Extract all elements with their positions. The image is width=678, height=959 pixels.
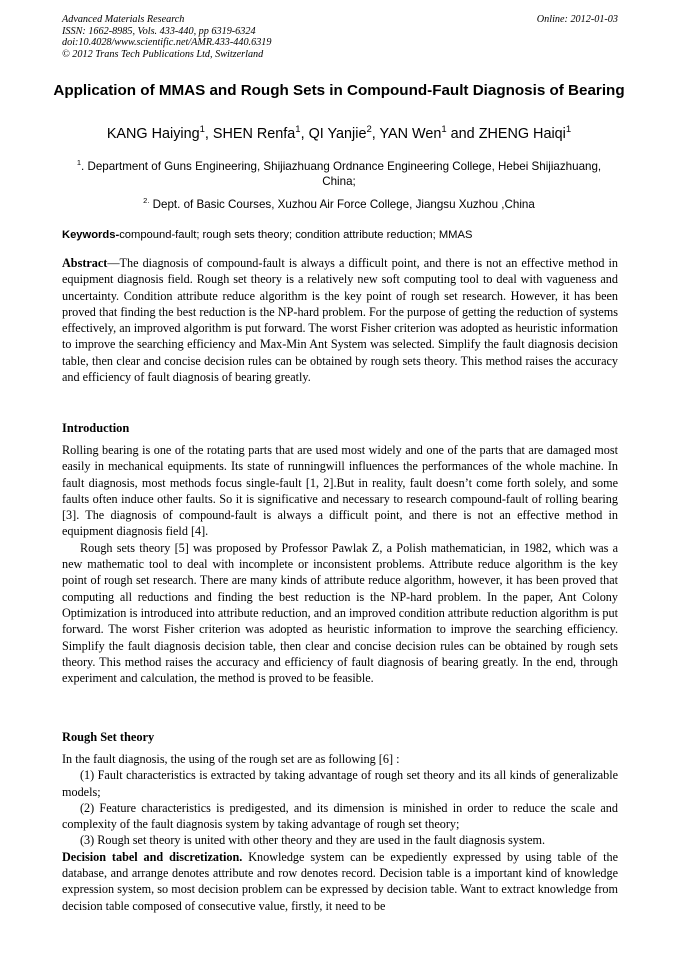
journal-name: Advanced Materials Research xyxy=(62,14,185,25)
author-list xyxy=(0,121,678,143)
list-item: (2) Feature characteristics is predigested, and its dimension is minished in order to reduce the scale and complexity of the fault diagnosis system by taking advantage of rough set theory; xyxy=(62,800,618,832)
author: QI Yanjie$^2$, xyxy=(308,124,380,142)
paragraph: In the fault diagnosis, the using of the rough set are as following [6] : xyxy=(62,752,400,766)
keywords-label: Keywords- xyxy=(62,229,120,241)
paragraph xyxy=(62,849,618,914)
issn-line: ISSN: 1662-8985, Vols. 433-440, pp 6319-6324 xyxy=(62,25,256,37)
abstract xyxy=(62,255,618,385)
rough-set-body xyxy=(62,751,618,914)
rough-set-heading: Rough Set theory xyxy=(62,730,155,744)
abstract-label: Abstract xyxy=(62,256,108,270)
copyright-line: © 2012 Trans Tech Publications Ltd, Switzerland xyxy=(62,48,264,60)
list-item: (1) Fault characteristics is extracted by taking advantage of rough set theory and its all kinds of generalizable models; xyxy=(62,768,618,799)
keywords xyxy=(62,228,618,242)
journal-header xyxy=(62,14,618,60)
doi-line: doi:10.4028/www.scientific.net/AMR.433-440.6319 xyxy=(62,37,272,49)
list-item: (3) Rough set theory is united with other theory and they are used in the fault diagnosis system. xyxy=(80,833,546,848)
paragraph: Rolling bearing is one of the rotating parts that are used most widely and one of the parts that are damaged most easily in mechanical equipments. Its state of runningwill influences the performances of the whole machine. In fault diagnosis, most methods focus single-fault [1, 2].But in reality, fault doesn’t come forth solely, and some faults often induce other faults. So it is significative and necessary to research compound-fault of rolling bearing [3]. The diagnosis of compound-fault is always a difficult point, and there is not an effective method in equipment diagnosis field [4]. xyxy=(62,443,618,539)
keywords-text: compound-fault; rough sets theory; condition attribute reduction; MMAS xyxy=(119,229,473,241)
affiliation-1: $^1$. Department of Guns Engineering, Shijiazhuang Ordnance Engineering College, Hebei Shijiazhuang, China; xyxy=(76,158,602,188)
paper-title: Application of MMAS and Rough Sets in Compound-Fault Diagnosis of Bearing xyxy=(53,82,625,99)
paragraph: Rough sets theory [5] was proposed by Professor Pawlak Z, a Polish mathematician, in 1982, which was a new mathematic tool to deal with incomplete or inconsistent problems. Attribute reduce algorithm is the key point of rough set research. There are many kinds of attribute reduce algorithm, however, it has been proved that computing all reductions and finding the best reduction is the NP-hard problem. In the paper, Ant Colony Optimization is introduced into attribute reduction, and an improved condition attribute reduction algorithm is put forward. The worst Fisher criterion was adopted as heuristic information to improve the searching efficiency. Simplify the fault diagnosis decision table, then clear and concise decision rules can be obtained by rough sets theory. This method raises the accuracy and efficiency of fault diagnosis of bearing greatly. In the end, through experiment and calculation, the method is proved to be feasible. xyxy=(62,540,618,686)
introduction-heading: Introduction xyxy=(62,421,130,435)
author: ZHENG Haiqi$^1$ xyxy=(478,124,572,142)
affiliation-2: $^{2.}$ Dept. of Basic Courses, Xuzhou Air Force College, Jiangsu Xuzhou ,China xyxy=(143,196,535,211)
author: KANG Haiying$^1$, xyxy=(106,124,213,142)
abstract-text: —The diagnosis of compound-fault is always a difficult point, and there is not an effective method in equipment diagnosis field. Rough set theory is a relatively new soft computing tool to deal with vagueness and uncertainty. Condition attribute reduce algorithm is the key point of rough set research. However, it has been proved that finding the best reduction is the NP-hard problem. For the purpose of getting the reduction of systems effectively, an improved algorithm is put forward. The worst Fisher criterion was adopted as heuristic information to improve the searching efficiency and Max-Min Ant System was selected. Simplify the fault diagnosis decision table, then clear and concise decision rules can be obtained by rough sets theory. This method raises the accuracy and efficiency of fault diagnosis of bearing greatly. xyxy=(62,256,618,385)
decision-table-label: Decision tabel and discretization. xyxy=(62,849,243,864)
decision-table-text: Knowledge system can be expediently expressed by using table of the database, and arrange denotes attribute and row denotes record. Decision table is a important kind of knowledge expression system, so most decision problem can be expressed by decision table. Want to extract knowledge from decision table composed of consecutive value, firstly, it need to be xyxy=(62,849,619,913)
author: YAN Wen$^1$ and xyxy=(379,124,479,142)
introduction-body xyxy=(62,442,618,686)
online-date: Online: 2012-01-03 xyxy=(536,14,618,25)
author: SHEN Renfa$^1$, xyxy=(212,124,309,142)
